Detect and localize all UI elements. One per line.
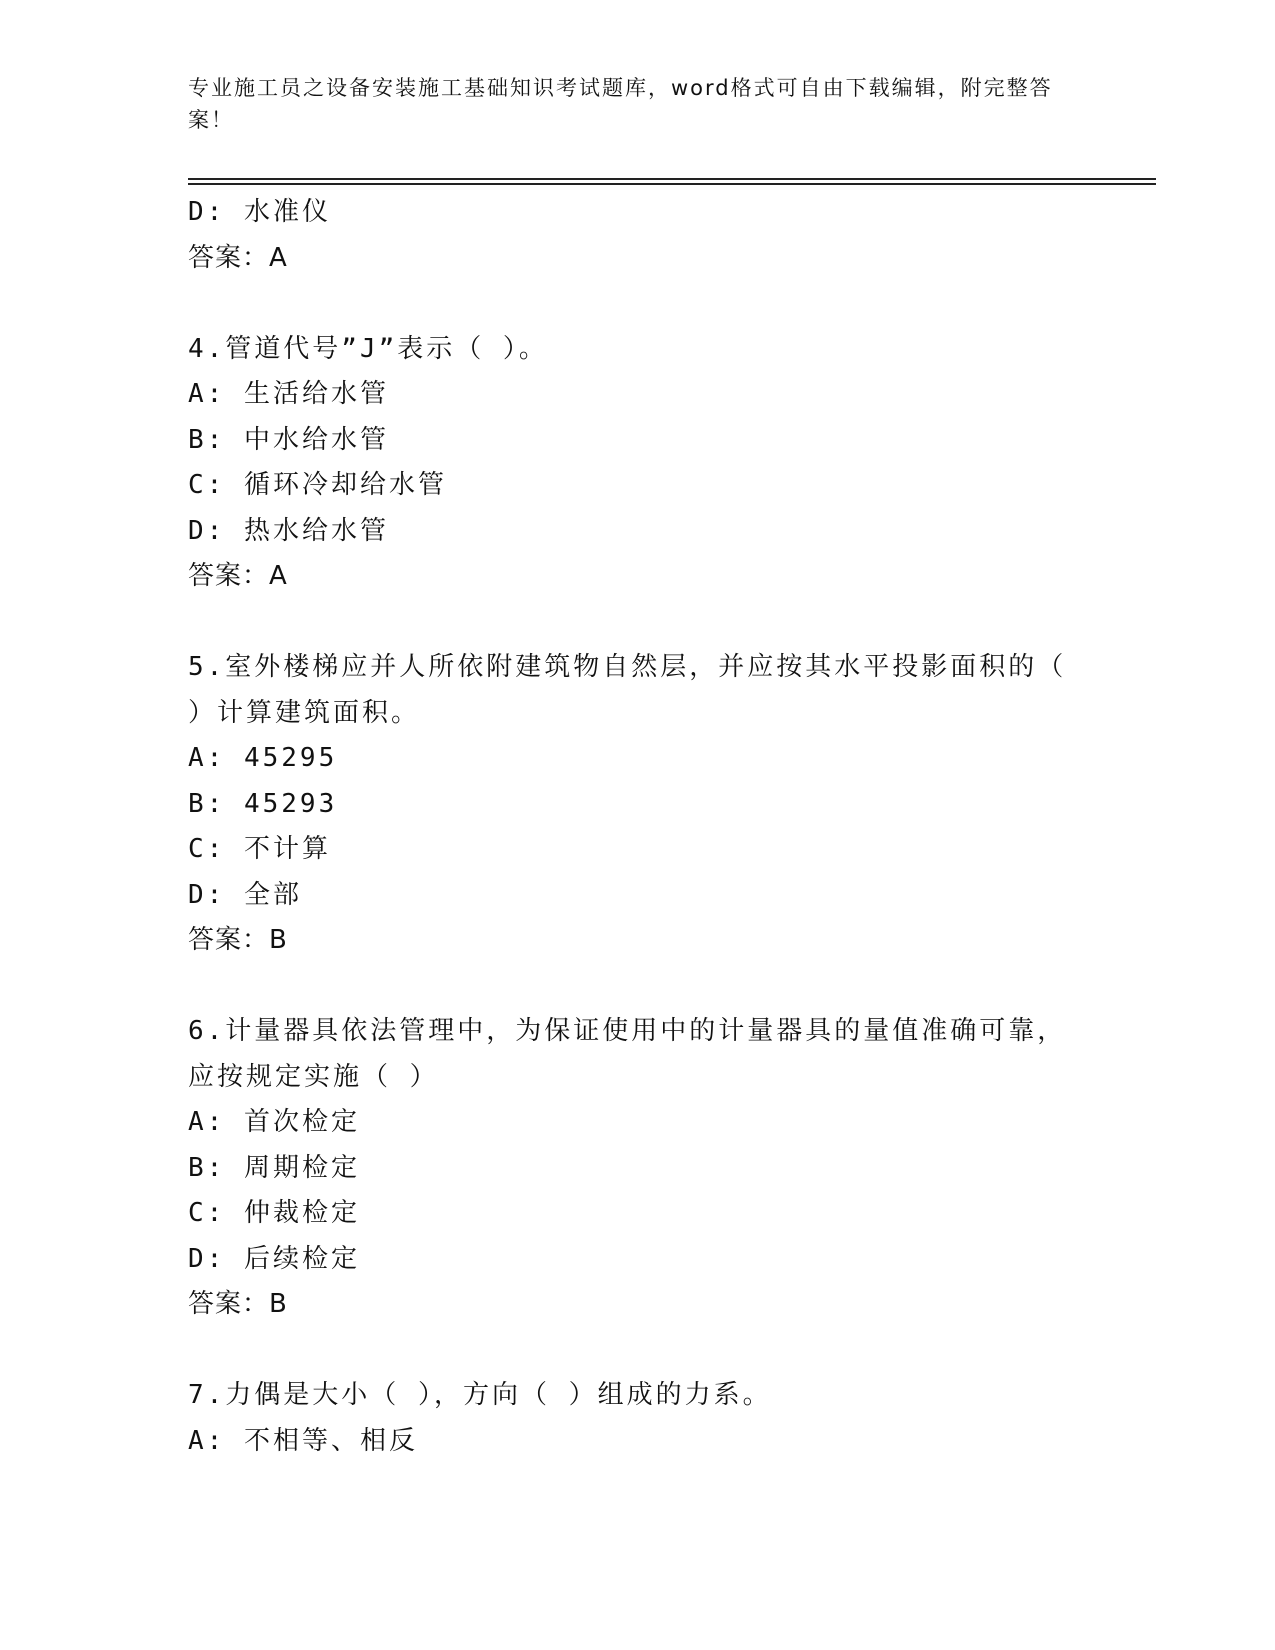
option-d: D: 后续检定 (188, 1243, 360, 1274)
answer-line: 答案：B (188, 1289, 288, 1319)
option-b: B: 45293 (188, 788, 338, 819)
question-stem-cont: 应按规定实施（ ） (188, 1061, 439, 1092)
option-a: A: 首次检定 (188, 1107, 360, 1137)
option-b: B: 中水给水管 (188, 424, 389, 455)
document-header: 专业施工员之设备安装施工基础知识考试题库，word格式可自由下载编辑，附完整答案！ (188, 76, 1053, 132)
answer-line: 答案：A (188, 242, 288, 273)
option-c: C: 不计算 (188, 834, 331, 864)
option-d: D: 全部 (188, 879, 302, 910)
question-stem-cont: ）计算建筑面积。 (188, 697, 421, 728)
question-stem: 7.力偶是大小（ ），方向（ ）组成的力系。 (188, 1380, 772, 1410)
answer-line: 答案：A (188, 561, 288, 591)
spacer (188, 1328, 1068, 1374)
question-7 (188, 1373, 1068, 1464)
header-rule-top (188, 178, 1156, 180)
spacer (188, 964, 1068, 1010)
question-list (188, 190, 1068, 1464)
header-rule-bottom (188, 183, 1156, 185)
question-6 (188, 1009, 1068, 1328)
question-stem: 4.管道代号”J”表示（ ）。 (188, 333, 548, 364)
spacer (188, 600, 1068, 646)
question-stem: 5.室外楼梯应并人所依附建筑物自然层，并应按其水平投影面积的（ (188, 652, 1067, 682)
option-b: B: 周期检定 (188, 1152, 360, 1183)
spacer (188, 281, 1068, 327)
option-c: C: 循环冷却给水管 (188, 470, 447, 500)
option-a: A: 45295 (188, 743, 338, 773)
answer-line: 答案：B (188, 925, 288, 955)
question-5 (188, 645, 1068, 964)
question-stem: 6.计量器具依法管理中，为保证使用中的计量器具的量值准确可靠， (188, 1016, 1067, 1046)
question-4 (188, 327, 1068, 600)
option-a: A: 生活给水管 (188, 379, 389, 409)
option-d: D: 热水给水管 (188, 515, 389, 546)
option-c: C: 仲裁检定 (188, 1198, 360, 1228)
option-a: A: 不相等、相反 (188, 1425, 418, 1456)
option-d: D: 水准仪 (188, 197, 331, 227)
